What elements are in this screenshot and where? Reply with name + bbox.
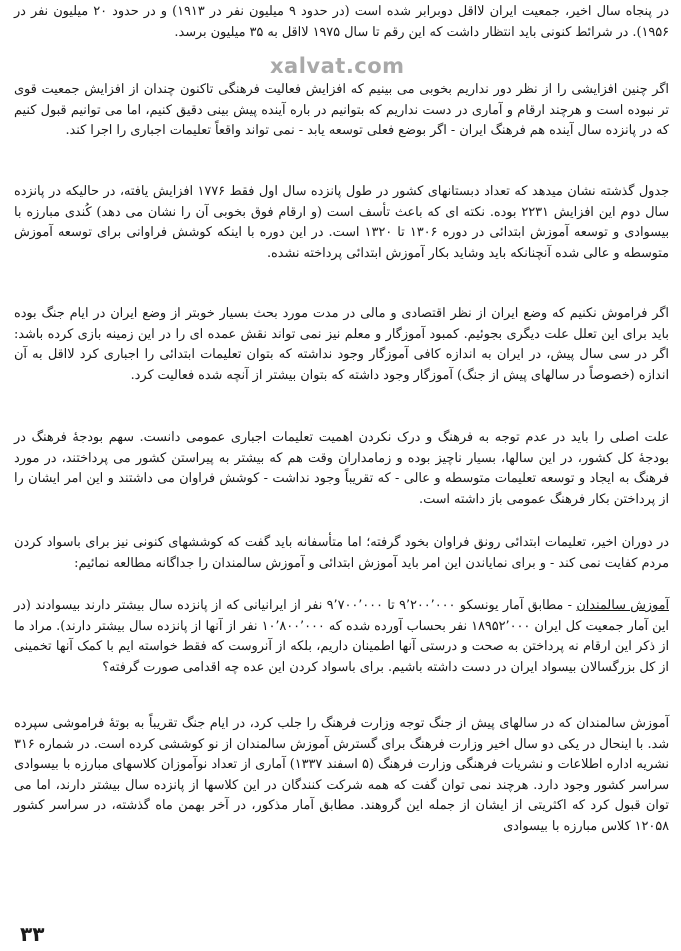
paragraph-adult-education — [14, 596, 669, 678]
paragraph-cultural-activity: اگر چنین افزایشی را از نظر دور نداریم بخوبی می بینیم که افزایش فعالیت فرهنگی تاکنون چندان از افزایش جمعیت قوی تر نبوده است و هرچند ارقام و آماری در دست نداریم که بتوانیم در باره آینده پیش بینی دقیق کنیم، اما می توانیم قبول کنیم که در پانزده سال آینده هم فرهنگ ایران - اگر بوضع فعلی توسعه یابد - نمی تواند واقعاً تعلیمات اجباری را اجرا کند. — [14, 82, 669, 139]
paragraph-economic-situation: اگر فراموش نکنیم که وضع ایران از نظر اقتصادی و مالی در مدت مورد بحث بسیار خوبتر از وضع ایران در ایام جنگ بوده باید برای این تعلل علت دیگری بجوئیم. کمبود آموزگار و معلم نیز نمی تواند نقش عمده ای را در این زمینه بازی کرده باشد: اگر در سی سال پیش، در ایران به اندازه کافی آموزگار وجود نداشته که بتوان تعلیمات ابتدائی را اجباری کرد لااقل به آن اندازه (خصوصاً در سالهای پیش از جنگ) آموزگار وجود داشته که بتوان بیشتر از آنچه شده فعالیت کرد. — [14, 306, 669, 383]
document-page — [14, 0, 669, 951]
adult-education-heading: آموزش سالمندان — [576, 598, 670, 613]
adult-education-text: - مطابق آمار یونسکو ۹٬۲۰۰٬۰۰۰ تا ۹٬۷۰۰٬۰۰۰ نفر از ایرانیانی که از پانزده سال بیشتر دارند بیسوادند (در این آمار جمعیت کل ایران ۱۸۹۵۲٬۰۰۰ نفر بحساب آورده شده که ۱۰٬۸۰۰٬۰۰۰ نفر از آنها از پانزده سال بیشتر دارند). مراد ما از ذکر این ارقام نه پرداختن به صحت و درستی آنها اطمینان داریم، بلکه از آنروست که فقط خواسته ایم با کمک آنها تخمینی از کل بزرگسالان بیسواد ایران در دست داشته باشیم. برای باسواد کردن این عده چه اقدامی صورت گرفته؟ — [14, 598, 669, 675]
paragraph-population-growth: در پنجاه سال اخیر، جمعیت ایران لااقل دوبرابر شده است (در حدود ۹ میلیون نفر در ۱۹۱۳) و در حدود ۲۰ میلیون نفر در ۱۹۵۶). در شرائط کنونی باید انتظار داشت که این رقم تا سال ۱۹۷۵ لااقل به ۳۵ میلیون برسد. — [14, 4, 669, 40]
paragraph-main-cause: علت اصلی را باید در عدم توجه به فرهنگ و درک نکردن اهمیت تعلیمات اجباری عمومی دانست. سهم بودجهٔ فرهنگ در بودجهٔ کل کشور، در این سالها، بسیار ناچیز بوده و زمامداران وقت هم که بیشتر به پیراستن کشور می پرداختند، در مورد فرهنگ به ایجاد و توسعه تعلیمات متوسطه و عالی - که تقریباً وجود نداشت - کوشش فراوان می داشتند و این امر ایشان را از پرداختن بکار فرهنگ عمومی باز داشته است. — [14, 430, 669, 507]
page-number: ۳۳ — [20, 922, 45, 946]
paragraph-schools-table: جدول گذشته نشان میدهد که تعداد دبستانهای کشور در طول پانزده سال اول فقط ۱۷۷۶ افزایش یافته، در حالیکه در پانزده سال دوم این افزایش ۲۲۳۱ بوده. نکته ای که باعث تأسف است (و ارقام فوق بخوبی آن را نشان می دهد) کُندی مبارزه با بیسوادی و توسعه آموزش ابتدائی در دوره ۱۳۰۶ تا ۱۳۲۰ است. در این دوره با اینکه کوشش فراوانی برای توسعه آموزش متوسطه و عالی شده آنچنانکه باید وشاید بکار آموزش ابتدائی پرداخته نشده. — [14, 184, 670, 261]
watermark-text: xalvat.com — [270, 54, 405, 78]
paragraph-recent-period: در دوران اخیر، تعلیمات ابتدائی رونق فراوان بخود گرفته؛ اما متأسفانه باید گفت که کوششهای کنونی نیز برای باسواد کردن مردم کفایت نمی کند - و برای نمایاندن این امر باید آموزش ابتدائی و آموزش سالمندان را جداگانه مطالعه نمائیم: — [14, 535, 669, 571]
paragraph-adult-education-history: آموزش سالمندان که در سالهای پیش از جنگ توجه وزارت فرهنگ را جلب کرد، در ایام جنگ تقریباً به بوتهٔ فراموشی سپرده شد. با اینحال در یکی دو سال اخیر وزارت فرهنگ برای گسترش آموزش سالمندان از نو کوششی کرده است. در شماره ۳۱۶ نشریه اداره اطلاعات و نشریات فرهنگی وزارت فرهنگ (۵ اسفند ۱۳۳۷) آماری از تعداد نوآموزان کلاسهای مبارزه با بیسوادی سراسر کشور وجود دارد. هرچند نمی توان گفت که همه شرکت کنندگان در این کلاسها از پانزده سال بیشتر دارند، اما می توان قبول کرد که اکثریتی از ایشان از جمله این گروهند. مطابق آمار مذکور، در آخر بهمن ماه گذشته، در سراسر کشور ۱۲۰۵۸ کلاس مبارزه با بیسوادی — [14, 716, 669, 834]
